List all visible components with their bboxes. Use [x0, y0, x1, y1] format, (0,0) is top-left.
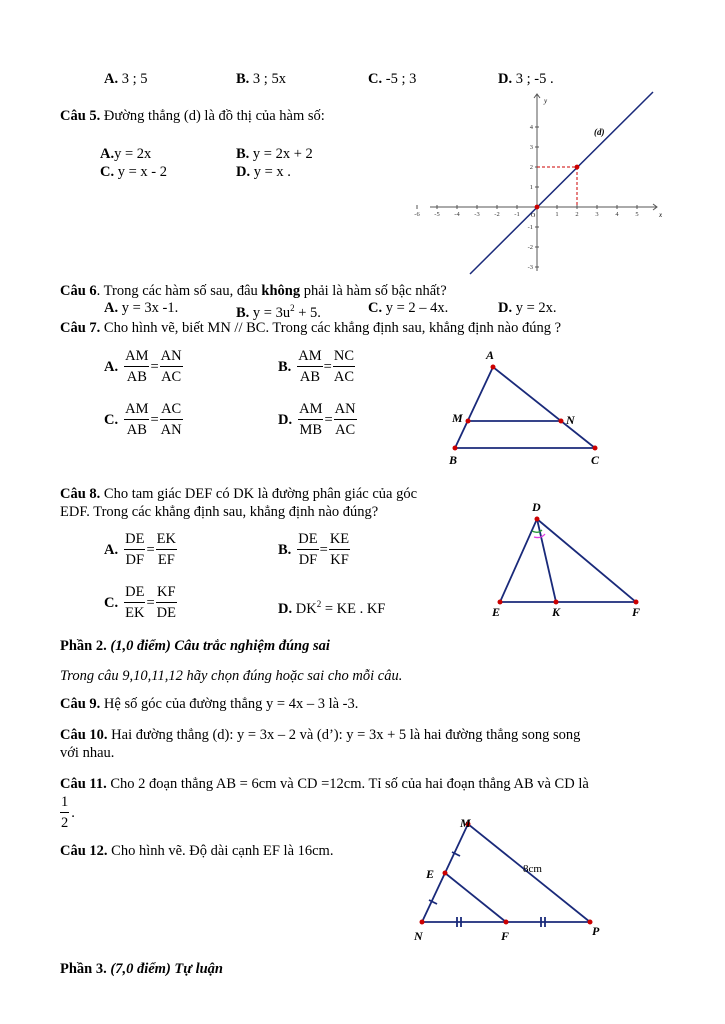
part3-heading: Phần 3. (7,0 điểm) Tự luận [60, 961, 223, 977]
part2-heading: Phần 2. (1,0 điểm) Câu trắc nghiệm đúng sai [60, 638, 330, 654]
q6-option-c: C. y = 2 – 4x. [368, 300, 449, 316]
q11-statement: Câu 11. Cho 2 đoạn thẳng AB = 6cm và CD =12cm. Tỉ số của hai đoạn thẳng AB và CD là [60, 776, 589, 792]
q5-question: Câu 5. Đường thẳng (d) là đồ thị của hàm số: [60, 108, 325, 124]
x-tick-label: -3 [474, 211, 480, 218]
q7-option-d: D. $\frac{AM}{MB}$ = $\frac{AN}{AC}$ [278, 401, 356, 438]
label-c: C [591, 453, 600, 467]
q6-option-a: A. y = 3x -1. [104, 300, 179, 316]
q6-option-d: D. y = 2x. [498, 300, 557, 316]
line-d [470, 92, 653, 274]
y-tick-label: 1 [529, 184, 533, 191]
q4-option-d: D. 3 ; -5 . [498, 71, 554, 87]
q4-option-c: C. -5 ; 3 [368, 71, 417, 87]
x-tick-label: 5 [635, 211, 639, 218]
x-axis-label: x [659, 211, 663, 219]
y-tick-label: -2 [527, 244, 533, 251]
y-tick-label: 2 [529, 164, 533, 171]
y-tick-label: 3 [529, 144, 533, 151]
angle-mark-2 [534, 534, 545, 538]
q8-question-line2: EDF. Trong các khẳng định sau, khẳng định nào đúng? [60, 504, 379, 520]
q10-statement-line1: Câu 10. Hai đường thẳng (d): y = 3x – 2 và (d’): y = 3x + 5 là hai đường thẳng song song [60, 727, 581, 743]
x-tick-label: -4 [454, 211, 460, 218]
x-tick-label: 1 [555, 211, 559, 218]
line-d-label: (d) [594, 127, 605, 137]
origin-point [535, 205, 540, 210]
part2-instruction: Trong câu 9,10,11,12 hãy chọn đúng hoặc sai cho mỗi câu. [60, 668, 403, 684]
label-d: D [532, 500, 541, 514]
label-e: E [426, 867, 435, 881]
q10-statement-line2: với nhau. [60, 745, 115, 761]
q11-fraction: $\frac{1}{2}$ . [61, 794, 75, 831]
q5-option-d: D. y = x . [236, 164, 291, 180]
linear-function-graph [414, 88, 670, 278]
q6-question: Câu 6. Trong các hàm số sau, đâu không phải là hàm số bậc nhất? [60, 283, 447, 299]
q8-option-c: C. $\frac{DE}{EK}$ = $\frac{KF}{DE}$ [104, 584, 176, 621]
label-n: N [414, 929, 423, 943]
origin-label: O [531, 213, 536, 219]
triangle-abc-figure [440, 345, 615, 470]
x-tick-label: 2 [575, 211, 579, 218]
q6-option-b: B. $y = 3u^2 + 5$. [236, 303, 321, 321]
q4-option-b: B. 3 ; 5x [236, 71, 286, 87]
label-f: F [632, 605, 641, 619]
label-k: K [552, 605, 561, 619]
label-m: M [460, 816, 471, 830]
x-tick-label: 3 [595, 211, 599, 218]
length-mp-label: 8cm [523, 863, 542, 875]
label-n: N [566, 413, 575, 427]
y-tick-label: -1 [527, 224, 533, 231]
triangle-def-figure [482, 497, 652, 622]
label-a: A [486, 348, 495, 362]
x-tick-label: 4 [615, 211, 619, 218]
y-tick-label: -3 [527, 264, 533, 271]
q7-question: Câu 7. Cho hình vẽ, biết MN // BC. Trong các khẳng định sau, khẳng định nào đúng ? [60, 320, 562, 336]
q4-option-a: A. 3 ; 5 [104, 71, 148, 87]
q5-option-c: C. y = x - 2 [100, 164, 167, 180]
x-tick-label: -5 [434, 211, 440, 218]
q8-option-b: B. $\frac{DE}{DF}$ = $\frac{KE}{KF}$ [278, 531, 350, 568]
y-tick-label: 4 [529, 124, 533, 131]
label-f: F [501, 929, 510, 943]
q7-option-b: B. $\frac{AM}{AB}$ = $\frac{NC}{AC}$ [278, 348, 355, 385]
q8-question-line1: Câu 8. Cho tam giác DEF có DK là đường phân giác của góc [60, 486, 418, 502]
q7-option-c: C. $\frac{AM}{AB}$ = $\frac{AC}{AN}$ [104, 401, 182, 438]
q8-option-d: D. $DK^2$ = KE . KF [278, 599, 386, 617]
q5-option-b: B. y = 2x + 2 [236, 146, 313, 162]
y-axis-label: y [544, 97, 548, 105]
label-e: E [492, 605, 501, 619]
x-tick-label: -6 [414, 211, 420, 218]
q9-statement: Câu 9. Hệ số góc của đường thẳng y = 4x – 3 là -3. [60, 696, 359, 712]
q5-option-a: A.y = 2x [100, 146, 152, 162]
q12-statement: Câu 12. Cho hình vẽ. Độ dài cạnh EF là 16cm. [60, 843, 334, 859]
x-tick-label: -1 [514, 211, 520, 218]
label-p: P [592, 924, 600, 938]
triangle-mnp-figure [405, 810, 610, 950]
q8-option-a: A. $\frac{DE}{DF}$ = $\frac{EK}{EF}$ [104, 531, 176, 568]
segment-ef [445, 873, 506, 922]
x-tick-label: -2 [494, 211, 500, 218]
q7-option-a: A. $\frac{AM}{AB}$ = $\frac{AN}{AC}$ [104, 348, 182, 385]
label-b: B [449, 453, 458, 467]
label-m: M [452, 411, 463, 425]
point-1-2 [575, 165, 580, 170]
